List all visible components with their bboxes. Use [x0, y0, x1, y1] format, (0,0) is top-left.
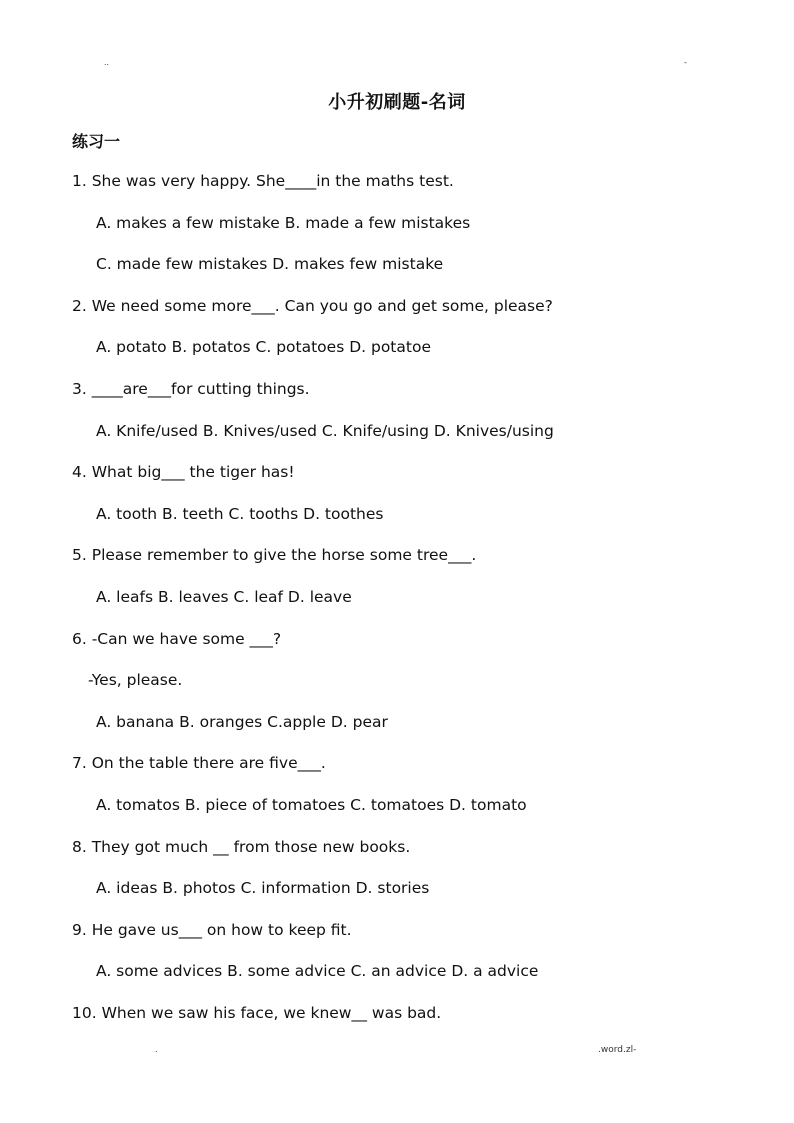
- question-2-options: A. potato B. potatos C. potatoes D. potatoe: [96, 338, 431, 357]
- section-heading: 练习一: [72, 132, 121, 151]
- header-left-mark: ..: [104, 58, 110, 67]
- question-3: 3. ____are___for cutting things.: [72, 379, 310, 398]
- question-8: 8. They got much __ from those new books.: [72, 837, 411, 856]
- footer-right-mark: .word.zl-: [598, 1045, 637, 1055]
- question-9-options: A. some advices B. some advice C. an advice D. a advice: [96, 962, 539, 981]
- question-6-options: A. banana B. oranges C.apple D. pear: [96, 712, 388, 731]
- question-5-options: A. leafs B. leaves C. leaf D. leave: [96, 587, 352, 606]
- question-1-options-ab: A. makes a few mistake B. made a few mistakes: [96, 213, 471, 232]
- question-1-options-cd: C. made few mistakes D. makes few mistake: [96, 255, 444, 274]
- question-8-options: A. ideas B. photos C. information D. stories: [96, 879, 430, 898]
- question-5: 5. Please remember to give the horse some tree___.: [72, 546, 477, 565]
- question-2: 2. We need some more___. Can you go and get some, please?: [72, 296, 553, 315]
- question-3-options: A. Knife/used B. Knives/used C. Knife/using D. Knives/using: [96, 421, 554, 440]
- exercise-content: [72, 170, 752, 1043]
- question-4: 4. What big___ the tiger has!: [72, 463, 295, 482]
- question-7-options: A. tomatos B. piece of tomatoes C. tomatoes D. tomato: [96, 795, 527, 814]
- header-right-mark: -: [684, 58, 687, 67]
- question-9: 9. He gave us___ on how to keep fit.: [72, 920, 352, 939]
- question-6: 6. -Can we have some ___?: [72, 629, 282, 648]
- question-6-reply: -Yes, please.: [88, 671, 183, 690]
- question-4-options: A. tooth B. teeth C. tooths D. toothes: [96, 504, 384, 523]
- footer-left-mark: .: [155, 1045, 158, 1054]
- page-title: 小升初刷题-名词: [328, 92, 466, 113]
- question-1: 1. She was very happy. She____in the maths test.: [72, 172, 454, 190]
- question-10: 10. When we saw his face, we knew__ was bad.: [72, 1003, 442, 1022]
- question-7: 7. On the table there are five___.: [72, 754, 326, 773]
